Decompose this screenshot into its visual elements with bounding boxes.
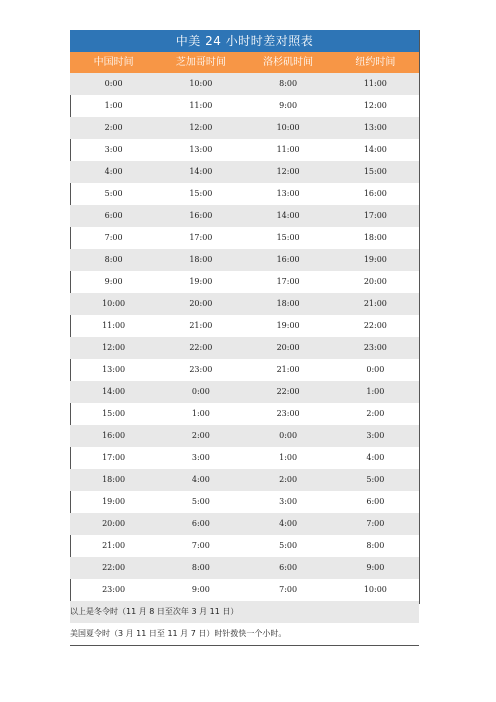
chicago-time-cell: 13:00 xyxy=(189,145,213,154)
los-angeles-time-cell: 1:00 xyxy=(279,453,298,462)
los-angeles-time-cell: 6:00 xyxy=(279,563,298,572)
chicago-time-cell: 21:00 xyxy=(189,321,213,330)
chicago-time-cell: 16:00 xyxy=(189,211,213,220)
new-york-time-cell: 18:00 xyxy=(363,233,387,242)
header-china-time: 中国时间 xyxy=(93,57,134,68)
china-time-cell: 18:00 xyxy=(102,475,126,484)
table-row xyxy=(70,469,419,491)
china-time-cell: 20:00 xyxy=(102,519,126,528)
los-angeles-time-cell: 20:00 xyxy=(276,343,300,352)
china-time-cell: 15:00 xyxy=(102,409,126,418)
new-york-time-cell: 10:00 xyxy=(363,585,387,594)
table-row xyxy=(70,205,419,227)
los-angeles-time-cell: 19:00 xyxy=(276,321,300,330)
los-angeles-time-cell: 9:00 xyxy=(279,101,298,110)
los-angeles-time-cell: 22:00 xyxy=(276,387,300,396)
chicago-time-cell: 9:00 xyxy=(191,585,210,594)
header-new-york-time: 纽约时间 xyxy=(355,57,396,68)
table-row xyxy=(70,315,419,337)
table-row xyxy=(70,535,419,557)
new-york-time-cell: 9:00 xyxy=(366,563,385,572)
table-row xyxy=(70,359,419,381)
table-row xyxy=(70,491,419,513)
china-time-cell: 23:00 xyxy=(102,585,126,594)
los-angeles-time-cell: 7:00 xyxy=(279,585,298,594)
los-angeles-time-cell: 15:00 xyxy=(276,233,300,242)
los-angeles-time-cell: 21:00 xyxy=(276,365,300,374)
chicago-time-cell: 23:00 xyxy=(189,365,213,374)
chicago-time-cell: 18:00 xyxy=(189,255,213,264)
los-angeles-time-cell: 18:00 xyxy=(276,299,300,308)
china-time-cell: 5:00 xyxy=(104,189,123,198)
los-angeles-time-cell: 13:00 xyxy=(276,189,300,198)
chicago-time-cell: 8:00 xyxy=(191,563,210,572)
chicago-time-cell: 12:00 xyxy=(189,123,213,132)
new-york-time-cell: 12:00 xyxy=(363,101,387,110)
chicago-time-cell: 0:00 xyxy=(191,387,210,396)
table-row xyxy=(70,271,419,293)
table-row xyxy=(70,139,419,161)
new-york-time-cell: 21:00 xyxy=(363,299,387,308)
china-time-cell: 14:00 xyxy=(102,387,126,396)
table-row xyxy=(70,161,419,183)
new-york-time-cell: 7:00 xyxy=(366,519,385,528)
chicago-time-cell: 10:00 xyxy=(189,79,213,88)
new-york-time-cell: 22:00 xyxy=(363,321,387,330)
chicago-time-cell: 4:00 xyxy=(191,475,210,484)
table-header-row xyxy=(70,52,419,73)
china-time-cell: 10:00 xyxy=(102,299,126,308)
new-york-time-cell: 17:00 xyxy=(363,211,387,220)
china-time-cell: 8:00 xyxy=(104,255,123,264)
china-time-cell: 6:00 xyxy=(104,211,123,220)
los-angeles-time-cell: 3:00 xyxy=(279,497,298,506)
chicago-time-cell: 22:00 xyxy=(189,343,213,352)
china-time-cell: 19:00 xyxy=(102,497,126,506)
table-row xyxy=(70,183,419,205)
china-time-cell: 13:00 xyxy=(102,365,126,374)
table-bottom-border xyxy=(70,645,419,646)
los-angeles-time-cell: 4:00 xyxy=(279,519,298,528)
china-time-cell: 7:00 xyxy=(104,233,123,242)
table-row xyxy=(70,513,419,535)
new-york-time-cell: 11:00 xyxy=(363,79,387,88)
new-york-time-cell: 0:00 xyxy=(366,365,385,374)
new-york-time-cell: 16:00 xyxy=(363,189,387,198)
new-york-time-cell: 6:00 xyxy=(366,497,385,506)
chicago-time-cell: 17:00 xyxy=(189,233,213,242)
china-time-cell: 22:00 xyxy=(102,563,126,572)
los-angeles-time-cell: 2:00 xyxy=(279,475,298,484)
china-time-cell: 21:00 xyxy=(102,541,126,550)
los-angeles-time-cell: 16:00 xyxy=(276,255,300,264)
china-time-cell: 4:00 xyxy=(104,167,123,176)
chicago-time-cell: 20:00 xyxy=(189,299,213,308)
china-time-cell: 1:00 xyxy=(104,101,123,110)
table-row xyxy=(70,381,419,403)
table-body xyxy=(70,73,419,601)
table-right-border xyxy=(419,30,420,604)
table-row xyxy=(70,227,419,249)
los-angeles-time-cell: 10:00 xyxy=(276,123,300,132)
china-time-cell: 3:00 xyxy=(104,145,123,154)
chicago-time-cell: 6:00 xyxy=(191,519,210,528)
summer-time-note: 美国夏令时（3 月 11 日至 11 月 7 日）时针拨快一个小时。 xyxy=(70,629,287,638)
new-york-time-cell: 14:00 xyxy=(363,145,387,154)
chicago-time-cell: 19:00 xyxy=(189,277,213,286)
table-title: 中美 24 小时时差对照表 xyxy=(70,30,419,52)
los-angeles-time-cell: 0:00 xyxy=(279,431,298,440)
los-angeles-time-cell: 5:00 xyxy=(279,541,298,550)
chicago-time-cell: 1:00 xyxy=(191,409,210,418)
winter-time-note: 以上是冬令时（11 月 8 日至次年 3 月 11 日） xyxy=(70,601,419,623)
los-angeles-time-cell: 23:00 xyxy=(276,409,300,418)
new-york-time-cell: 1:00 xyxy=(366,387,385,396)
china-time-cell: 12:00 xyxy=(102,343,126,352)
los-angeles-time-cell: 8:00 xyxy=(279,79,298,88)
new-york-time-cell: 13:00 xyxy=(363,123,387,132)
table-row xyxy=(70,95,419,117)
new-york-time-cell: 8:00 xyxy=(366,541,385,550)
header-los-angeles-time: 洛杉矶时间 xyxy=(263,57,314,68)
chicago-time-cell: 14:00 xyxy=(189,167,213,176)
new-york-time-cell: 20:00 xyxy=(363,277,387,286)
china-time-cell: 0:00 xyxy=(104,79,123,88)
china-time-cell: 11:00 xyxy=(102,321,126,330)
new-york-time-cell: 2:00 xyxy=(366,409,385,418)
table-row xyxy=(70,425,419,447)
los-angeles-time-cell: 11:00 xyxy=(276,145,300,154)
china-time-cell: 16:00 xyxy=(102,431,126,440)
los-angeles-time-cell: 12:00 xyxy=(276,167,300,176)
chicago-time-cell: 11:00 xyxy=(189,101,213,110)
table-row xyxy=(70,293,419,315)
chicago-time-cell: 2:00 xyxy=(191,431,210,440)
table-row xyxy=(70,447,419,469)
los-angeles-time-cell: 14:00 xyxy=(276,211,300,220)
chicago-time-cell: 3:00 xyxy=(191,453,210,462)
china-time-cell: 2:00 xyxy=(104,123,123,132)
table-row xyxy=(70,249,419,271)
chicago-time-cell: 7:00 xyxy=(191,541,210,550)
chicago-time-cell: 15:00 xyxy=(189,189,213,198)
time-difference-table xyxy=(70,30,419,646)
los-angeles-time-cell: 17:00 xyxy=(276,277,300,286)
table-row xyxy=(70,579,419,601)
china-time-cell: 17:00 xyxy=(102,453,126,462)
new-york-time-cell: 23:00 xyxy=(363,343,387,352)
table-row xyxy=(70,73,419,95)
table-row xyxy=(70,557,419,579)
new-york-time-cell: 19:00 xyxy=(363,255,387,264)
table-row xyxy=(70,403,419,425)
table-row xyxy=(70,117,419,139)
new-york-time-cell: 5:00 xyxy=(366,475,385,484)
new-york-time-cell: 4:00 xyxy=(366,453,385,462)
new-york-time-cell: 3:00 xyxy=(366,431,385,440)
table-row xyxy=(70,337,419,359)
china-time-cell: 9:00 xyxy=(104,277,123,286)
new-york-time-cell: 15:00 xyxy=(363,167,387,176)
header-chicago-time: 芝加哥时间 xyxy=(175,57,226,68)
chicago-time-cell: 5:00 xyxy=(191,497,210,506)
